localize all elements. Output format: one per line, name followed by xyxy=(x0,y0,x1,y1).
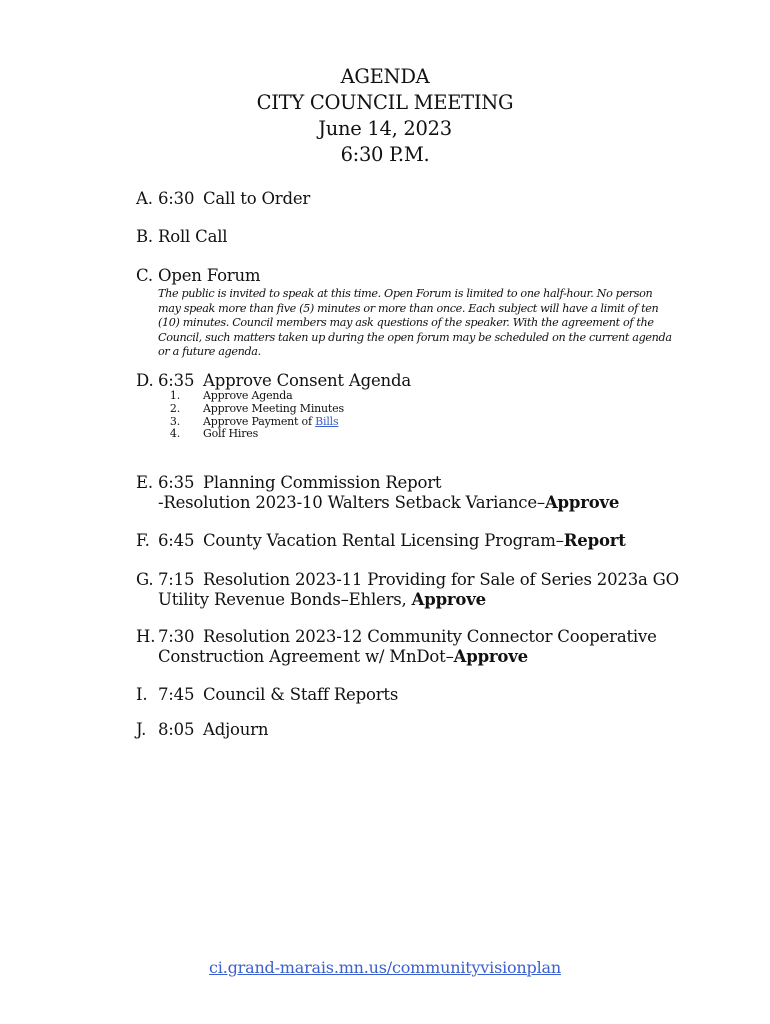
agenda-item-b: B. Roll Call xyxy=(136,227,228,246)
agenda-item-e: E. 6:35 Planning Commission Report -Resolution 2023-10 Walters Setback Variance–Approve xyxy=(136,473,620,512)
agenda-item-g: G. 7:15 Resolution 2023-11 Providing for Sale of Series 2023a GO Utility Revenue Bonds–Ehlers, Approve xyxy=(136,570,679,609)
footer xyxy=(0,958,770,977)
agenda-item-f: F. 6:45 County Vacation Rental Licensing Program–Report xyxy=(136,531,626,550)
list-item: 1. Approve Agenda xyxy=(169,389,293,402)
list-item: 3. Approve Payment of Bills xyxy=(169,414,339,428)
bills-link[interactable]: Bills xyxy=(315,414,339,428)
community-vision-plan-link[interactable]: ci.grand-marais.mn.us/communityvisionplan xyxy=(209,958,561,977)
agenda-item-i: I. 7:45 Council & Staff Reports xyxy=(136,685,399,704)
agenda-item-h: H. 7:30 Resolution 2023-12 Community Connector Cooperative Construction Agreement w/ MnDot–Approve xyxy=(136,627,657,666)
agenda-title: AGENDA xyxy=(340,65,430,88)
meeting-date: June 14, 2023 xyxy=(318,117,452,140)
agenda-item-c: C. Open Forum xyxy=(136,266,261,285)
open-forum-note: The public is invited to speak at this time. Open Forum is limited to one half-hour. No person may speak more than five (5) minutes or more than once. Each subject will have a limit of ten (10) minutes. Council members may ask questions of the speaker. With the agreement of the Council, such matters taken up during the open forum may be scheduled on the current agenda or a future agenda. xyxy=(158,287,672,359)
list-item: 4. Golf Hires xyxy=(169,427,259,441)
list-item: 2. Approve Meeting Minutes xyxy=(169,401,344,415)
consent-agenda-list xyxy=(158,390,344,441)
agenda-item-j: J. 8:05 Adjourn xyxy=(136,720,269,739)
meeting-time: 6:30 P.M. xyxy=(340,143,430,166)
agenda-header xyxy=(0,64,770,168)
agenda-item-a: A. 6:30 Call to Order xyxy=(136,189,311,208)
meeting-name: CITY COUNCIL MEETING xyxy=(256,91,514,114)
agenda-item-d: D. 6:35 Approve Consent Agenda xyxy=(136,371,411,390)
